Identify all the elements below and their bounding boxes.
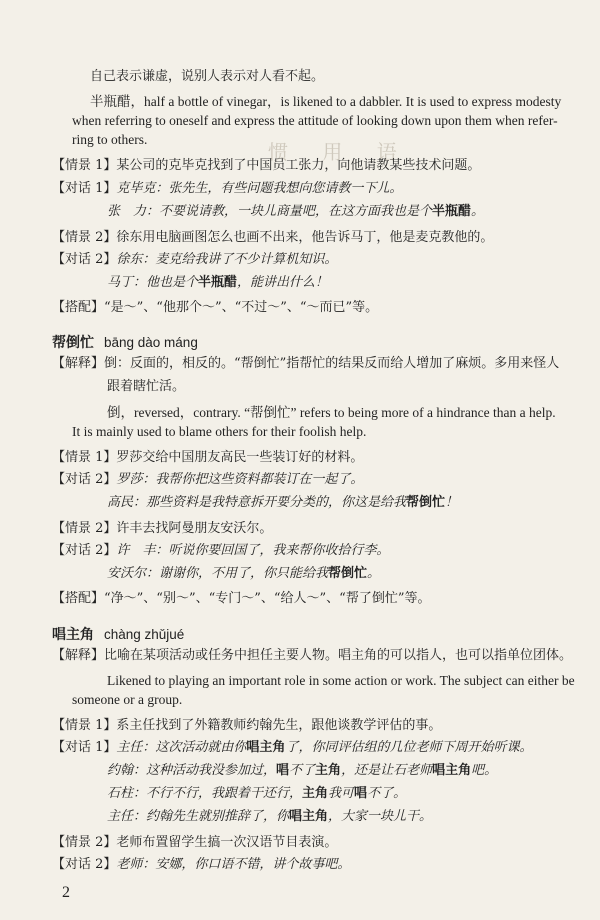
text-segment: 了，你同评估组的几位老师下周开始听课。 — [285, 740, 533, 755]
text-segment: 【对话 2】 — [52, 543, 117, 558]
text-line — [52, 834, 337, 852]
text-segment: 克毕克：张先生，有些问题我想向您请教一下儿。 — [116, 181, 403, 196]
text-segment: ，还是让石老师 — [341, 763, 433, 778]
text-segment: 帮倒忙 — [328, 566, 368, 581]
text-segment: ！ — [445, 495, 459, 510]
text-line — [72, 131, 147, 149]
text-line — [52, 229, 493, 247]
text-segment: 我可 — [328, 786, 355, 801]
text-line — [107, 762, 497, 780]
text-segment: 马丁：他也是个 — [107, 275, 199, 290]
text-segment: 【对话 1】 — [52, 740, 117, 755]
text-segment: 约翰：这种活动我没参加过， — [107, 763, 277, 778]
text-line — [52, 157, 480, 175]
text-line — [90, 68, 324, 86]
text-segment: 【解释】倒：反面的，相反的。“帮倒忙”指帮忙的结果反而给人增加了麻烦。多用来怪人 — [52, 356, 560, 371]
text-segment: 罗莎：我帮你把这些资料都装订在一起了。 — [116, 472, 364, 487]
text-line — [52, 520, 272, 538]
text-line — [72, 112, 558, 130]
text-line — [52, 590, 430, 608]
text-line — [107, 672, 575, 690]
text-segment: ，能讲出什么！ — [237, 275, 329, 290]
text-line — [52, 251, 337, 269]
text-line — [52, 299, 378, 317]
text-segment: 半瓶醋 — [198, 275, 238, 290]
text-segment: 主任：约翰先生就别推辞了，你 — [107, 809, 290, 824]
page-number: 2 — [62, 884, 70, 901]
text-line — [107, 494, 458, 512]
text-segment: 唱 — [276, 763, 290, 778]
text-line — [107, 565, 380, 583]
text-segment: 主角 — [302, 786, 329, 801]
text-segment: 不了。 — [367, 786, 407, 801]
entry-headword: 唱主角 — [52, 627, 94, 643]
text-line — [52, 542, 389, 560]
text-segment: 许 丰：听说你要回国了，我来帮你收拾行李。 — [116, 543, 390, 558]
entry-pinyin: chàng zhǔjué — [104, 627, 185, 642]
text-segment: 【对话 2】 — [52, 252, 117, 267]
text-segment: 自己表示谦虚，说别人表示对人看不起。 — [90, 69, 325, 84]
text-segment: 【情景 1】某公司的克毕克找到了中国员工张力，向他请教某些技术问题。 — [52, 158, 481, 173]
text-segment: 老师：安娜，你口语不错，讲个故事吧。 — [116, 857, 351, 872]
text-segment: 唱主角 — [289, 809, 329, 824]
text-segment: 【情景 2】许丰去找阿曼朋友安沃尔。 — [52, 521, 273, 536]
text-segment: 半瓶醋，half a bottle of vinegar，is likened to a dabbler. It is used to express modesty — [90, 94, 562, 109]
text-segment: 吧。 — [471, 763, 498, 778]
text-segment: 唱 — [354, 786, 368, 801]
text-segment: 高民：那些资料是我特意拆开要分类的，你这是给我 — [107, 495, 407, 510]
text-segment: 主任：这次活动就由你 — [116, 740, 247, 755]
text-line — [107, 404, 556, 422]
text-segment: 不了 — [289, 763, 316, 778]
text-segment: Likened to playing an important role in some action or work. The subject can either be — [107, 673, 575, 688]
text-segment: 【情景 1】罗莎交给中国朋友高民一些装订好的材料。 — [52, 450, 364, 465]
text-line — [52, 334, 198, 353]
text-line — [90, 93, 561, 111]
text-line — [52, 449, 363, 467]
text-segment: 。 — [367, 566, 381, 581]
text-segment: ，大家一块儿干。 — [328, 809, 433, 824]
text-line — [52, 739, 532, 757]
bleed-through-heading: 惯 用 语 — [268, 140, 411, 164]
text-segment: when referring to oneself and express the attitude of looking down upon them when refer- — [72, 113, 558, 128]
text-segment: 安沃尔：谢谢你，不用了，你只能给我 — [107, 566, 329, 581]
text-segment: ring to others. — [72, 132, 148, 147]
text-line — [52, 471, 363, 489]
text-segment: 【情景 1】系主任找到了外籍教师约翰先生，跟他谈教学评估的事。 — [52, 718, 442, 733]
text-line — [107, 203, 484, 221]
text-line — [52, 626, 184, 645]
text-segment: It is mainly used to blame others for their foolish help. — [72, 424, 367, 439]
text-line — [52, 355, 559, 373]
text-segment: 帮倒忙 — [406, 495, 446, 510]
text-segment: 【对话 2】 — [52, 857, 117, 872]
text-line — [107, 785, 406, 803]
text-segment: 【搭配】“是～”、“他那个～”、“不过～”、“～而已”等。 — [52, 300, 379, 315]
text-segment: 【情景 2】徐东用电脑画图怎么也画不出来，他告诉马丁，他是麦克教他的。 — [52, 230, 494, 245]
text-segment: 倒，reversed，contrary. “帮倒忙” refers to being more of a hindrance than a help. — [107, 405, 556, 420]
text-segment: 唱主角 — [246, 740, 286, 755]
text-line — [107, 274, 328, 292]
text-segment: someone or a group. — [72, 692, 183, 707]
text-segment: 石柱：不行不行，我跟着干还行， — [107, 786, 303, 801]
text-line — [72, 423, 366, 441]
text-line — [72, 691, 182, 709]
text-segment: 跟着瞎忙活。 — [107, 379, 186, 394]
text-segment: 【情景 2】老师布置留学生搞一次汉语节目表演。 — [52, 835, 338, 850]
text-line — [107, 808, 432, 826]
text-segment: 【对话 1】 — [52, 181, 117, 196]
text-line — [52, 717, 441, 735]
entry-headword: 帮倒忙 — [52, 335, 94, 351]
text-segment: 。 — [471, 204, 485, 219]
text-segment: 徐东：麦克给我讲了不少计算机知识。 — [116, 252, 338, 267]
text-line — [52, 647, 572, 665]
text-line — [52, 180, 402, 198]
text-segment: 唱主角 — [432, 763, 472, 778]
text-segment: 【搭配】“净～”、“别～”、“专门～”、“给人～”、“帮了倒忙”等。 — [52, 591, 431, 606]
text-segment: 主角 — [315, 763, 342, 778]
entry-pinyin: bāng dào máng — [104, 335, 198, 350]
text-segment: 【对话 2】 — [52, 472, 117, 487]
text-segment: 【解释】比喻在某项活动或任务中担任主要人物。唱主角的可以指人，也可以指单位团体。 — [52, 648, 573, 663]
text-segment: 张 力：不要说请教，一块儿商量吧，在这方面我也是个 — [107, 204, 433, 219]
text-line — [52, 856, 350, 874]
text-segment: 半瓶醋 — [432, 204, 472, 219]
text-line — [107, 378, 185, 396]
